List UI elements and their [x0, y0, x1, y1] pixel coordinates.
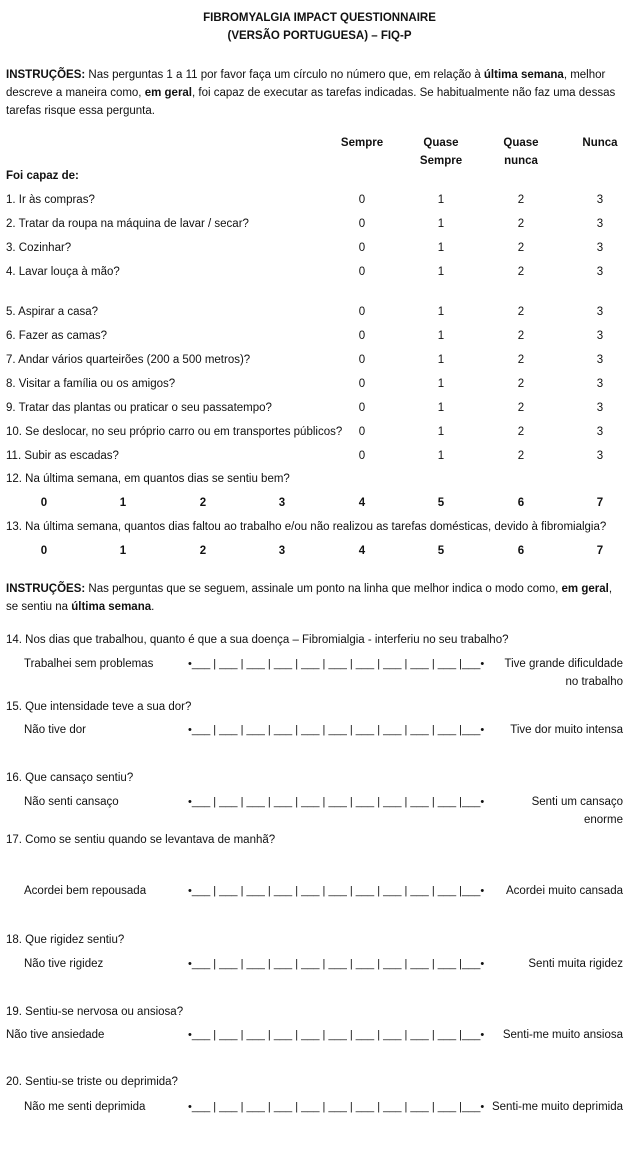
answer-option[interactable]: 1	[437, 306, 445, 318]
visual-analog-scale[interactable]: •___ | ___ | ___ | ___ | ___ | ___ | ___ | ___ | ___ | ___ |___•	[188, 796, 485, 808]
scale-left-anchor: Não senti cansaço	[24, 796, 119, 808]
scale-right-anchor-cont: no trabalho	[565, 676, 623, 688]
question-14: 14. Nos dias que trabalhou, quanto é que a sua doença – Fibromialgia - interferiu no seu trabalho?	[6, 634, 509, 646]
answer-option[interactable]: 3	[596, 330, 604, 342]
col-header-quase-nunca-2: nunca	[504, 155, 538, 167]
answer-option[interactable]: 1	[437, 330, 445, 342]
answer-option[interactable]: 2	[517, 242, 525, 254]
question-17: 17. Como se sentiu quando se levantava de manhã?	[6, 834, 276, 846]
answer-option[interactable]: 0	[358, 306, 366, 318]
day-option[interactable]: 3	[278, 497, 286, 509]
answer-option[interactable]: 1	[437, 450, 445, 462]
col-header-sempre: Sempre	[340, 137, 384, 149]
visual-analog-scale[interactable]: •___ | ___ | ___ | ___ | ___ | ___ | ___ | ___ | ___ | ___ |___•	[188, 724, 485, 736]
scale-left-anchor: Não tive ansiedade	[6, 1029, 105, 1041]
answer-option[interactable]: 2	[517, 194, 525, 206]
answer-option[interactable]: 3	[596, 354, 604, 366]
day-option[interactable]: 0	[40, 545, 48, 557]
question-18: 18. Que rigidez sentiu?	[6, 934, 125, 946]
answer-option[interactable]: 2	[517, 450, 525, 462]
answer-option[interactable]: 3	[596, 194, 604, 206]
answer-option[interactable]: 2	[517, 426, 525, 438]
visual-analog-scale[interactable]: •___ | ___ | ___ | ___ | ___ | ___ | ___ | ___ | ___ | ___ |___•	[188, 1101, 485, 1113]
answer-option[interactable]: 1	[437, 426, 445, 438]
scale-right-anchor: Tive dor muito intensa	[510, 724, 623, 736]
question-6: 6. Fazer as camas?	[6, 330, 107, 342]
day-option[interactable]: 7	[596, 497, 604, 509]
answer-option[interactable]: 0	[358, 242, 366, 254]
scale-left-anchor: Trabalhei sem problemas	[24, 658, 154, 670]
answer-option[interactable]: 1	[437, 266, 445, 278]
col-header-quase-sempre-1: Quase	[423, 137, 459, 149]
instructions-label: INSTRUÇÕES:	[6, 69, 86, 81]
day-option[interactable]: 6	[517, 545, 525, 557]
col-header-nunca: Nunca	[582, 137, 618, 149]
form-subtitle: (VERSÃO PORTUGUESA) – FIQ-P	[227, 30, 412, 42]
answer-option[interactable]: 0	[358, 378, 366, 390]
question-15: 15. Que intensidade teve a sua dor?	[6, 701, 192, 713]
answer-option[interactable]: 2	[517, 306, 525, 318]
question-19: 19. Sentiu-se nervosa ou ansiosa?	[6, 1006, 184, 1018]
instructions-2: INSTRUÇÕES: Nas perguntas que se seguem, assinale um ponto na linha que melhor indica o modo como, em geral, se sentiu na última semana.	[6, 583, 613, 613]
answer-option[interactable]: 0	[358, 330, 366, 342]
scale-right-anchor: Acordei muito cansada	[506, 885, 623, 897]
question-4: 4. Lavar louça à mão?	[6, 266, 120, 278]
answer-option[interactable]: 2	[517, 354, 525, 366]
question-10: 10. Se deslocar, no seu próprio carro ou em transportes públicos?	[6, 426, 343, 438]
visual-analog-scale[interactable]: •___ | ___ | ___ | ___ | ___ | ___ | ___ | ___ | ___ | ___ |___•	[188, 958, 485, 970]
col-header-quase-nunca-1: Quase	[503, 137, 539, 149]
answer-option[interactable]: 3	[596, 242, 604, 254]
answer-option[interactable]: 2	[517, 402, 525, 414]
day-option[interactable]: 2	[199, 497, 207, 509]
answer-option[interactable]: 3	[596, 402, 604, 414]
visual-analog-scale[interactable]: •___ | ___ | ___ | ___ | ___ | ___ | ___ | ___ | ___ | ___ |___•	[188, 1029, 485, 1041]
answer-option[interactable]: 3	[596, 378, 604, 390]
col-header-quase-sempre-2: Sempre	[419, 155, 463, 167]
answer-option[interactable]: 1	[437, 378, 445, 390]
scale-left-anchor: Não tive rigidez	[24, 958, 104, 970]
question-12: 12. Na última semana, em quantos dias se sentiu bem?	[6, 473, 290, 485]
day-option[interactable]: 0	[40, 497, 48, 509]
answer-option[interactable]: 1	[437, 242, 445, 254]
question-20: 20. Sentiu-se triste ou deprimida?	[6, 1076, 178, 1088]
day-option[interactable]: 5	[437, 497, 445, 509]
day-option[interactable]: 1	[119, 545, 127, 557]
answer-option[interactable]: 1	[437, 218, 445, 230]
section-label: Foi capaz de:	[6, 170, 79, 182]
question-1: 1. Ir às compras?	[6, 194, 95, 206]
question-8: 8. Visitar a família ou os amigos?	[6, 378, 176, 390]
visual-analog-scale[interactable]: •___ | ___ | ___ | ___ | ___ | ___ | ___ | ___ | ___ | ___ |___•	[188, 885, 485, 897]
answer-option[interactable]: 1	[437, 354, 445, 366]
scale-right-anchor: Senti-me muito ansiosa	[502, 1029, 623, 1041]
visual-analog-scale[interactable]: •___ | ___ | ___ | ___ | ___ | ___ | ___ | ___ | ___ | ___ |___•	[188, 658, 485, 670]
answer-option[interactable]: 3	[596, 218, 604, 230]
scale-right-anchor-cont: enorme	[584, 814, 623, 826]
answer-option[interactable]: 3	[596, 450, 604, 462]
question-5: 5. Aspirar a casa?	[6, 306, 99, 318]
day-option[interactable]: 7	[596, 545, 604, 557]
scale-left-anchor: Não tive dor	[24, 724, 87, 736]
scale-right-anchor: Tive grande dificuldade	[504, 658, 623, 670]
question-11: 11. Subir as escadas?	[6, 450, 119, 462]
answer-option[interactable]: 3	[596, 306, 604, 318]
scale-right-anchor: Senti-me muito deprimida	[491, 1101, 623, 1113]
day-option[interactable]: 4	[358, 497, 366, 509]
day-option[interactable]: 2	[199, 545, 207, 557]
answer-option[interactable]: 0	[358, 194, 366, 206]
day-option[interactable]: 6	[517, 497, 525, 509]
day-option[interactable]: 1	[119, 497, 127, 509]
answer-option[interactable]: 0	[358, 450, 366, 462]
answer-option[interactable]: 2	[517, 266, 525, 278]
question-2: 2. Tratar da roupa na máquina de lavar / secar?	[6, 218, 249, 230]
day-option[interactable]: 3	[278, 545, 286, 557]
scale-right-anchor: Senti muita rigidez	[528, 958, 623, 970]
answer-option[interactable]: 0	[358, 402, 366, 414]
answer-option[interactable]: 0	[358, 266, 366, 278]
question-9: 9. Tratar das plantas ou praticar o seu passatempo?	[6, 402, 272, 414]
answer-option[interactable]: 0	[358, 426, 366, 438]
scale-left-anchor: Acordei bem repousada	[24, 885, 147, 897]
answer-option[interactable]: 2	[517, 330, 525, 342]
answer-option[interactable]: 3	[596, 266, 604, 278]
form-title: FIBROMYALGIA IMPACT QUESTIONNAIRE	[203, 12, 436, 24]
question-3: 3. Cozinhar?	[6, 242, 72, 254]
answer-option[interactable]: 2	[517, 378, 525, 390]
question-7: 7. Andar vários quarteirões (200 a 500 metros)?	[6, 354, 251, 366]
answer-option[interactable]: 2	[517, 218, 525, 230]
question-13: 13. Na última semana, quantos dias faltou ao trabalho e/ou não realizou as tarefas domésticas, devido à fibromialgia?	[6, 521, 607, 533]
scale-left-anchor: Não me senti deprimida	[24, 1101, 146, 1113]
day-option[interactable]: 4	[358, 545, 366, 557]
answer-option[interactable]: 0	[358, 354, 366, 366]
answer-option[interactable]: 0	[358, 218, 366, 230]
answer-option[interactable]: 1	[437, 402, 445, 414]
day-option[interactable]: 5	[437, 545, 445, 557]
question-16: 16. Que cansaço sentiu?	[6, 772, 134, 784]
answer-option[interactable]: 1	[437, 194, 445, 206]
scale-right-anchor: Senti um cansaço	[531, 796, 623, 808]
answer-option[interactable]: 3	[596, 426, 604, 438]
instructions-1: INSTRUÇÕES: Nas perguntas 1 a 11 por favor faça um círculo no número que, em relação à última semana, melhor descreve a maneira como, em geral, foi capaz de executar as tarefas indicadas. Se habitualmente não faz uma dessas tarefas risque essa pergunta.	[6, 69, 616, 117]
